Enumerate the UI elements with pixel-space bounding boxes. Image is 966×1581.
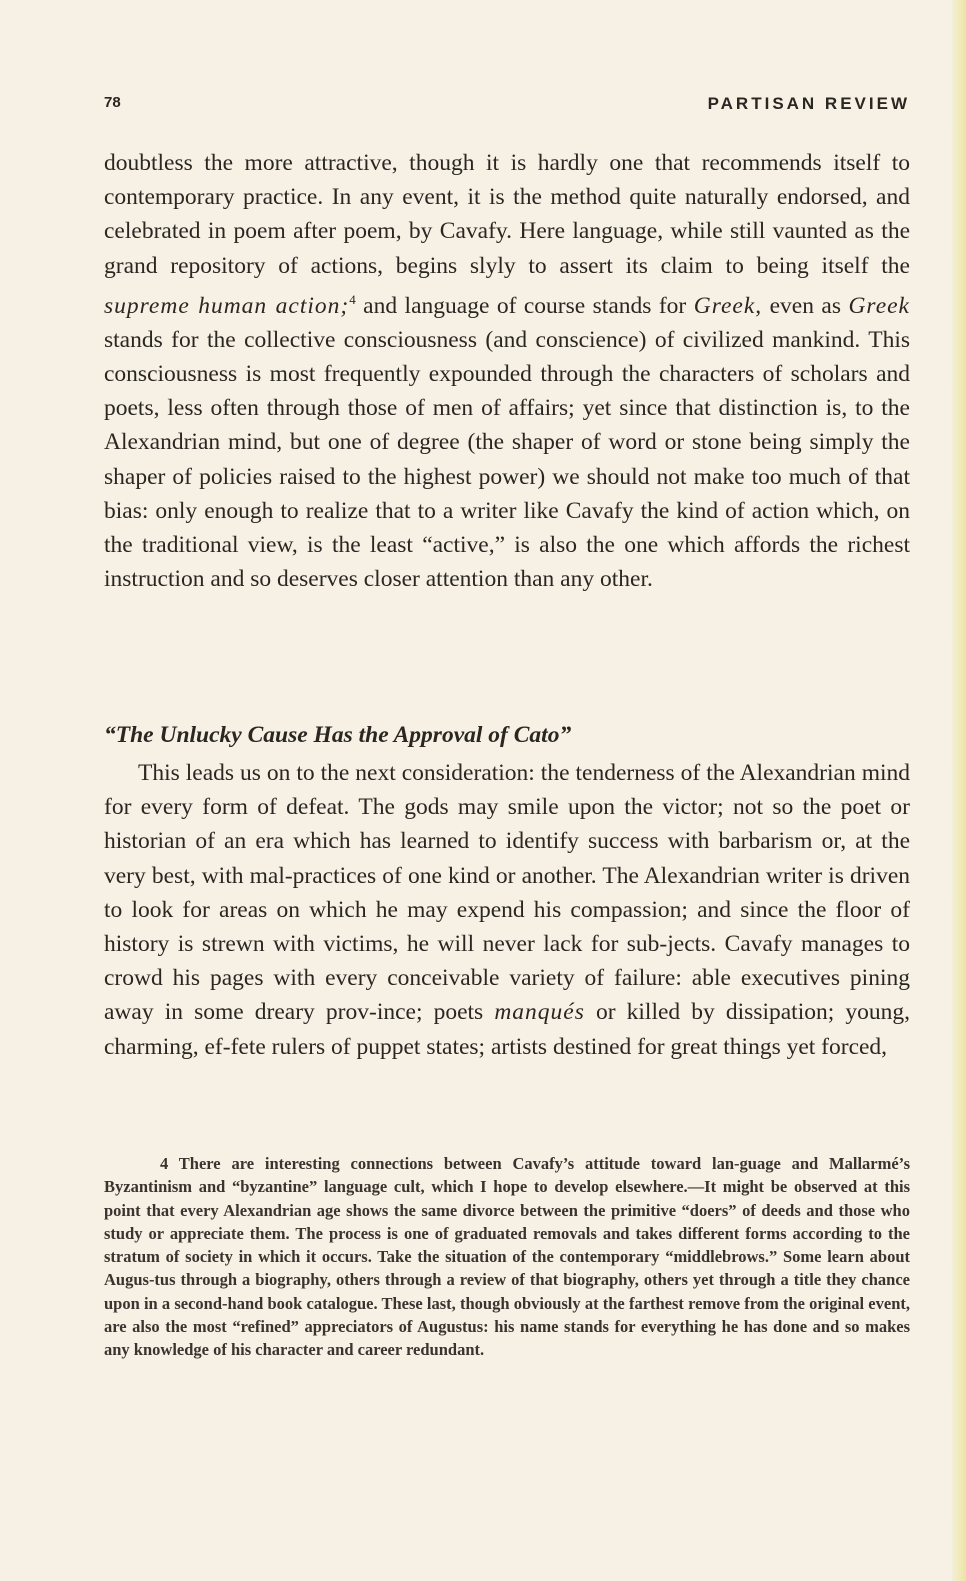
- paragraph-1-text-c: even as: [762, 292, 849, 319]
- journal-title: PARTISAN REVIEW: [707, 94, 910, 113]
- paragraph-1-emphasis-a: supreme human action;: [104, 292, 350, 319]
- page-number: 78: [104, 94, 121, 111]
- paragraph-1-text-b: and language of course stands for: [355, 292, 694, 319]
- running-head: [104, 94, 910, 118]
- footnote: 4 There are interesting connections between Cavafy’s attitude toward lan-guage and Mallarmé’s Byzantinism and “byzantine” language cult, which I hope to develop elsewhere.—It might be observed at this point that every Alexandrian age shows the same divorce between the primitive “doers” of deeds and those who study or appreciate them. The process is one of graduated removals and takes different forms according to the stratum of society in which it occurs. Take the situation of the contemporary “middlebrows.” Some learn about Augus-tus through a biography, others through a review of that biography, others yet through a title they chance upon in a second-hand book catalogue. These last, though obviously at the farthest remove from the original event, are also the most “refined” appreciators of Augustus: his name stands for everything he has done and so makes any knowledge of his character and career redundant.: [104, 1154, 910, 1360]
- paragraph-1-emphasis-c: Greek: [848, 292, 910, 319]
- paragraph-2: [104, 756, 910, 1064]
- paragraph-2-text-b: or killed by dissipation; young, charming, ef-fete rulers of puppet states; artists destined for great things yet forced,: [104, 999, 910, 1060]
- section-heading: “The Unlucky Cause Has the Approval of Cato”: [104, 722, 572, 748]
- book-page: [104, 0, 910, 1581]
- paragraph-1-text-a: doubtless the more attractive, though it is hardly one that recommends itself to contemporary practice. In any event, it is the method quite naturally endorsed, and celebrated in poem after poem, by Cavafy. Here language, while still vaunted as the grand repository of actions, begins slyly to assert its claim to being itself the: [104, 150, 910, 279]
- paragraph-1: [104, 146, 910, 596]
- paragraph-2-text-a: This leads us on to the next consideration: the tenderness of the Alexandrian mind for every form of defeat. The gods may smile upon the victor; not so the poet or historian of an era which has learned to identify success with barbarism or, at the very best, with mal-practices of one kind or another. The Alexandrian writer is driven to look for areas on which he may expend his compassion; and since the floor of history is strewn with victims, he will never lack for sub-jects. Cavafy manages to crowd his pages with every conceivable variety of failure: able executives pining away in some dreary prov-ince; poets: [104, 760, 910, 1026]
- paragraph-1-emphasis-b: Greek,: [693, 292, 763, 319]
- paragraph-2-emphasis: manqués: [494, 999, 585, 1026]
- paragraph-1-text-d: stands for the collective consciousness (and conscience) of civilized mankind. This consciousness is most frequently expounded through the characters of scholars and poets, less often through those of men of affairs; yet since that distinction is, to the Alexandrian mind, but one of degree (the shaper of word or stone being simply the shaper of policies raised to the highest power) we should not make too much of that bias: only enough to realize that to a writer like Cavafy the kind of action which, on the traditional view, is the least “active,” is also the one which affords the richest instruction and so deserves closer attention than any other.: [104, 326, 910, 593]
- page-edge: [952, 0, 966, 1581]
- footnote-reference: 4: [349, 291, 356, 307]
